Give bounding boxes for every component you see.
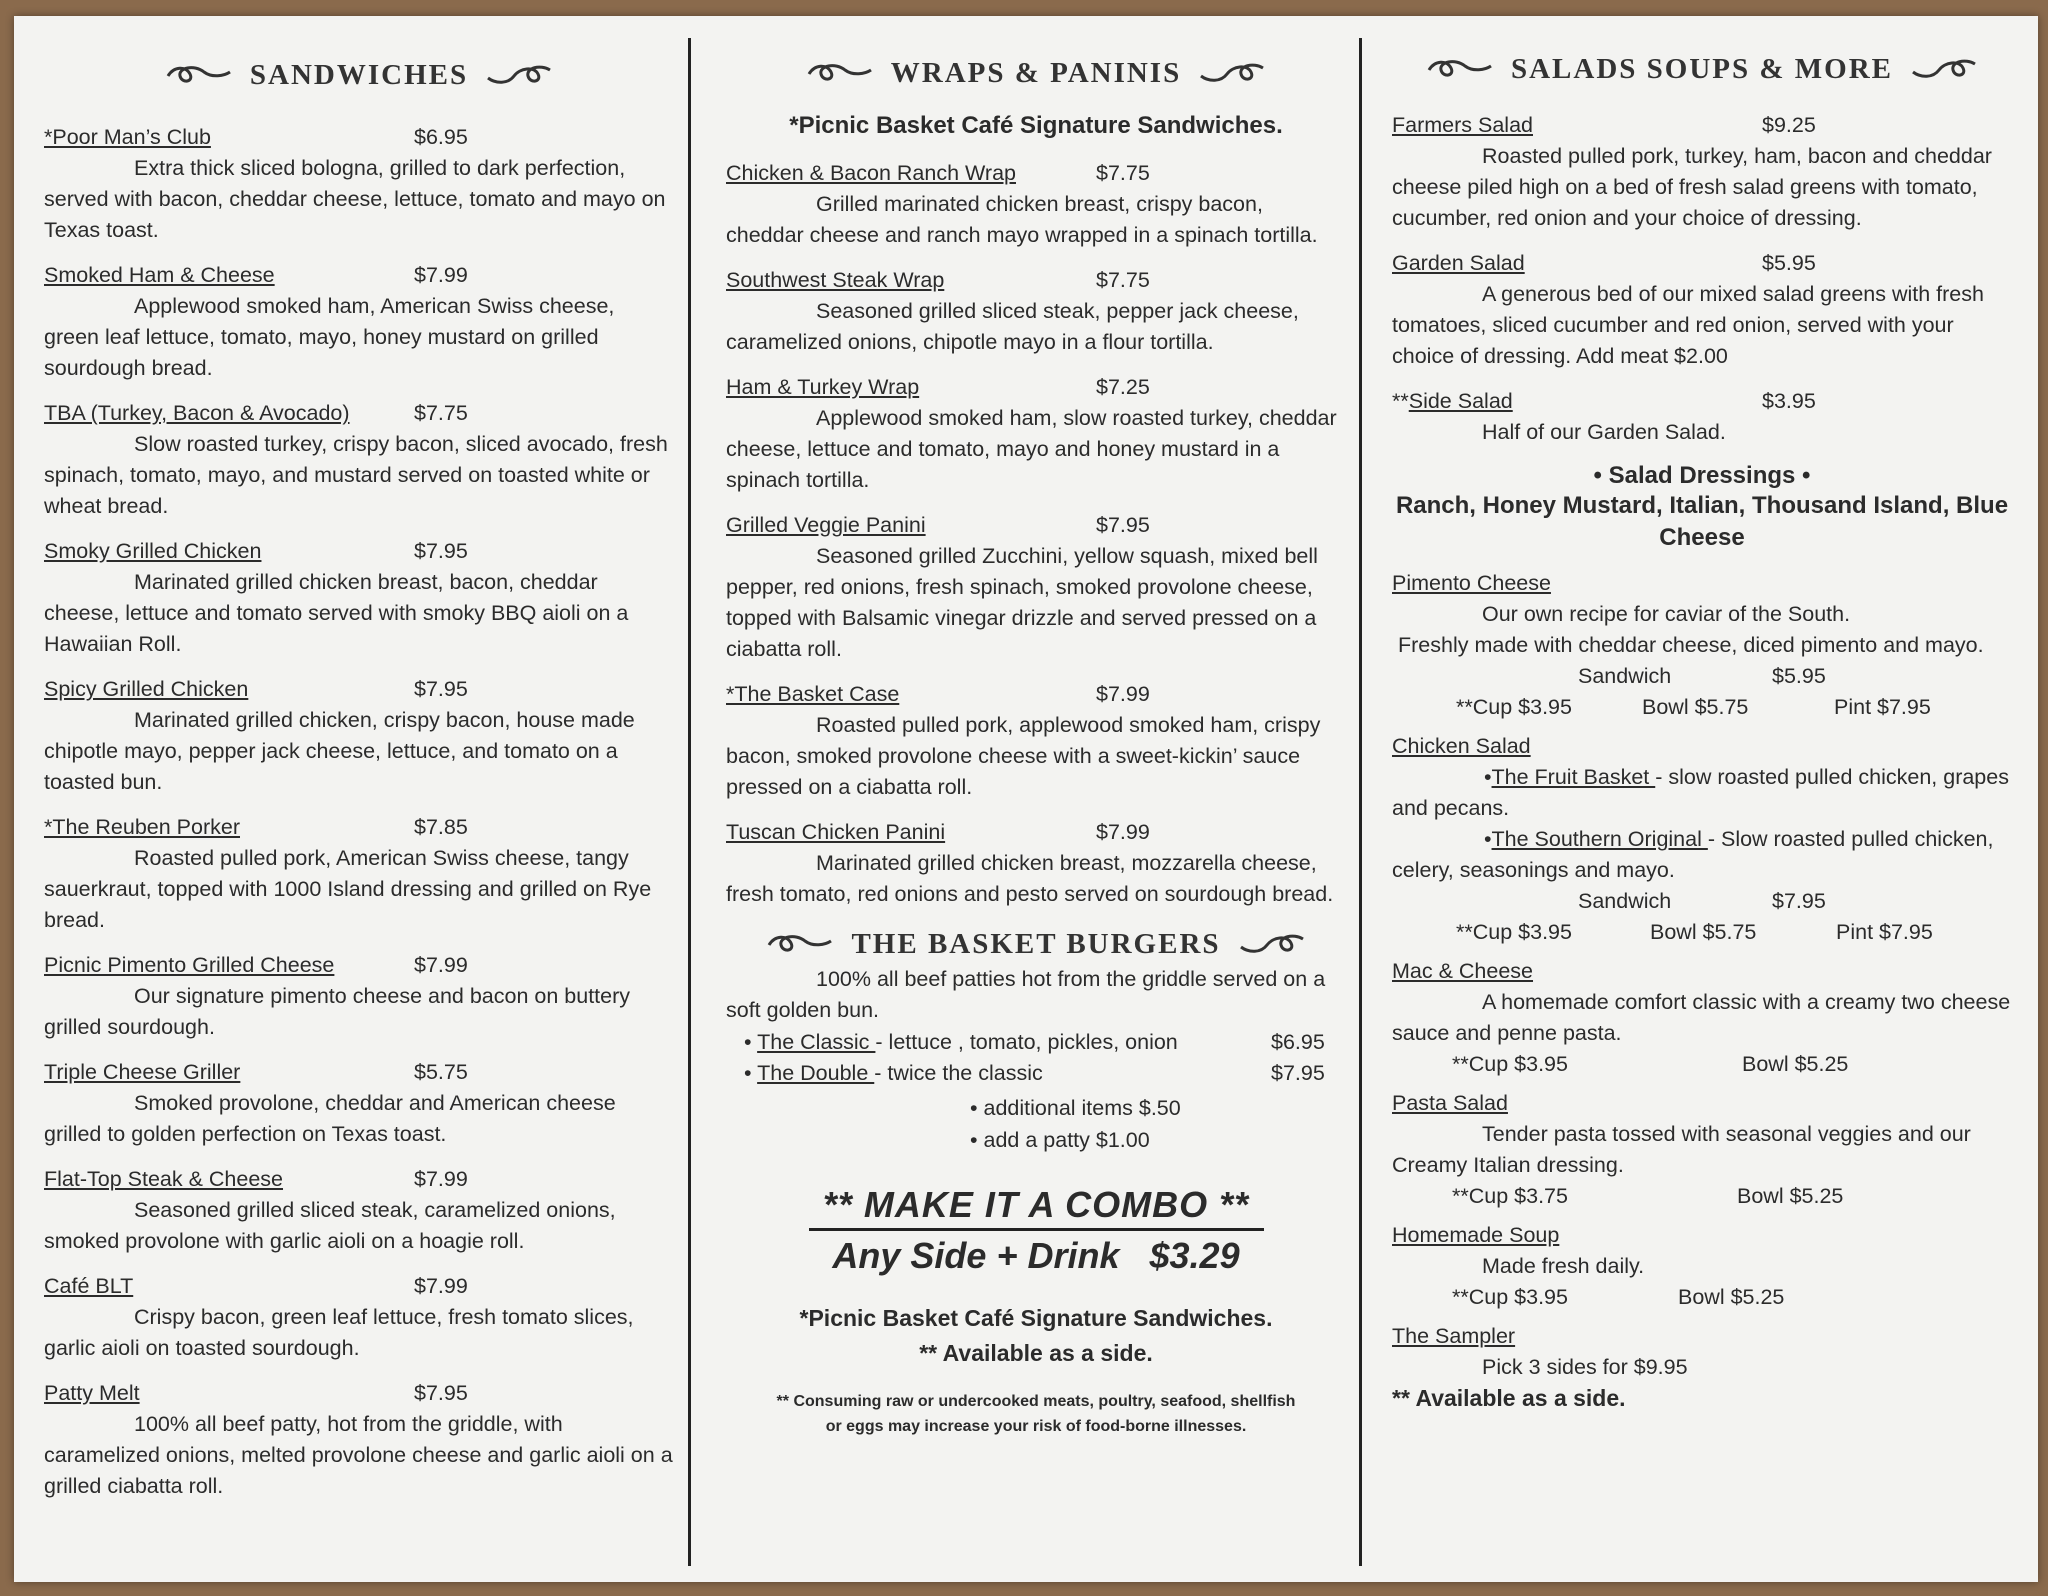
item-description: Slow roasted turkey, crispy bacon, sliced avocado, fresh spinach, tomato, mayo, and mustard served on toasted white or wheat bread. <box>44 432 668 518</box>
item-price: $7.99 <box>1096 682 1150 706</box>
item-price: $7.85 <box>414 815 468 839</box>
signature-note: *Picnic Basket Café Signature Sandwiches. <box>789 112 1283 139</box>
item-description: Our signature pimento cheese and bacon on buttery grilled sourdough. <box>44 984 631 1039</box>
item-price: $7.99 <box>414 953 468 977</box>
menu-item <box>44 1164 674 1257</box>
flourish-left-icon <box>164 62 234 88</box>
dressings-list: Ranch, Honey Mustard, Italian, Thousand Island, Blue Cheese <box>1395 492 2009 551</box>
item-name: Smoky Grilled Chicken <box>44 539 262 563</box>
burger-name: The Classic <box>757 1030 876 1054</box>
salads-heading <box>1392 44 2012 94</box>
item-name: Triple Cheese Griller <box>44 1060 241 1084</box>
side-footnote: ** Available as a side. <box>1392 1385 1626 1411</box>
pint-price: Pint $7.95 <box>1834 695 1931 719</box>
item-description: A generous bed of our mixed salad greens with fresh tomatoes, sliced cucumber and red onion, served with your choice of dressing. Add meat $2.00 <box>1392 282 1984 368</box>
item-price: $7.95 <box>414 1381 468 1405</box>
flourish-right-icon <box>1237 931 1307 957</box>
item-description: Roasted pulled pork, applewood smoked ham, crispy bacon, smoked provolone cheese with a sweet-kickin’ sauce pressed on a ciabatta roll. <box>726 713 1321 799</box>
menu-item-side-salad <box>1392 386 2012 448</box>
item-price: $7.95 <box>414 677 468 701</box>
item-description: Pick 3 sides for $9.95 <box>1482 1355 1688 1379</box>
item-name: Pimento Cheese <box>1392 571 1551 595</box>
combo-offer: Any Side + Drink $3.29 <box>832 1235 1240 1276</box>
item-name: Grilled Veggie Panini <box>726 513 926 537</box>
item-description: 100% all beef patty, hot from the griddle, with caramelized onions, melted provolone cheese and garlic aioli on a grilled ciabatta roll. <box>44 1412 673 1498</box>
menu-item <box>44 1271 674 1364</box>
item-name: *The Basket Case <box>726 682 900 706</box>
section-title: SALADS SOUPS & MORE <box>1510 52 1894 85</box>
burger-classic: • The Classic - lettuce , tomato, pickles, onion $6.95 <box>744 1030 1325 1054</box>
burgers-description: 100% all beef patties hot from the griddle served on a soft golden bun. <box>726 967 1326 1022</box>
flourish-left-icon <box>1425 56 1495 82</box>
item-price: $6.95 <box>414 125 468 149</box>
menu-item <box>726 817 1346 910</box>
item-description: Marinated grilled chicken breast, bacon, cheddar cheese, lettuce and tomato served with smoky BBQ aioli on a Hawaiian Roll. <box>44 570 629 656</box>
wraps-column <box>726 16 1346 1582</box>
item-name: Farmers Salad <box>1392 113 1533 137</box>
flourish-right-icon <box>1197 60 1267 86</box>
bowl-price: Bowl $5.25 <box>1678 1285 1785 1309</box>
item-price: $7.99 <box>1096 820 1150 844</box>
flourish-right-icon <box>484 62 554 88</box>
salads-column <box>1392 16 2012 1582</box>
item-description: Half of our Garden Salad. <box>1482 420 1726 444</box>
item-description: Seasoned grilled sliced steak, caramelized onions, smoked provolone with garlic aioli on a hoagie roll. <box>44 1198 616 1253</box>
menu-item-homemade-soup <box>1392 1220 2012 1313</box>
burger-extra: • add a patty $1.00 <box>970 1128 1150 1152</box>
menu-item <box>44 260 674 384</box>
section-title: SANDWICHES <box>249 58 469 91</box>
burger-desc: - twice the classic <box>874 1061 1043 1085</box>
menu-item <box>44 812 674 936</box>
menu-item-mac-cheese <box>1392 956 2012 1080</box>
item-description: Applewood smoked ham, slow roasted turkey, cheddar cheese, lettuce and tomato, mayo and honey mustard in a spinach tortilla. <box>726 406 1337 492</box>
menu-item <box>726 158 1346 251</box>
menu-board <box>14 16 2038 1582</box>
burger-double: • The Double - twice the classic $7.95 <box>744 1061 1325 1085</box>
item-description: Applewood smoked ham, American Swiss cheese, green leaf lettuce, tomato, mayo, honey mustard on grilled sourdough bread. <box>44 294 615 380</box>
item-description: Seasoned grilled sliced steak, pepper jack cheese, caramelized onions, chipotle mayo in a flour tortilla. <box>726 299 1299 354</box>
item-price: $7.75 <box>414 401 468 425</box>
column-divider <box>688 38 691 1566</box>
health-disclaimer: ** Consuming raw or undercooked meats, poultry, seafood, shellfish or eggs may increase your risk of food-borne illnesses. <box>776 1393 1296 1435</box>
item-description: Our own recipe for caviar of the South. <box>1482 602 1851 626</box>
item-name: Picnic Pimento Grilled Cheese <box>44 953 335 977</box>
cup-price: **Cup $3.95 <box>1456 695 1572 719</box>
item-price: $7.99 <box>414 1167 468 1191</box>
item-description: Marinated grilled chicken, crispy bacon, house made chipotle mayo, pepper jack cheese, lettuce, and tomato on a toasted bun. <box>44 708 635 794</box>
menu-item-farmers-salad <box>1392 110 2012 234</box>
burger-extra: • additional items $.50 <box>970 1096 1181 1120</box>
cup-price: **Cup $3.95 <box>1452 1052 1568 1076</box>
item-name: Mac & Cheese <box>1392 959 1534 983</box>
column-divider <box>1359 38 1362 1566</box>
section-title: WRAPS & PANINIS <box>890 56 1182 89</box>
item-price: $7.99 <box>414 1274 468 1298</box>
side-footnote: ** Available as a side. <box>919 1340 1153 1366</box>
item-description: Made fresh daily. <box>1482 1254 1645 1278</box>
cup-price: **Cup $3.95 <box>1456 920 1572 944</box>
menu-item <box>726 679 1346 803</box>
menu-item <box>726 510 1346 665</box>
item-description: Roasted pulled pork, American Swiss cheese, tangy sauerkraut, topped with 1000 Island dressing and grilled on Rye bread. <box>44 846 652 932</box>
item-price: $5.95 <box>1762 251 1816 275</box>
bowl-price: Bowl $5.75 <box>1642 695 1749 719</box>
item-description: A homemade comfort classic with a creamy two cheese sauce and penne pasta. <box>1392 990 2011 1045</box>
item-price: $9.25 <box>1762 113 1816 137</box>
side-marker: ** <box>1392 389 1409 413</box>
bowl-price: Bowl $5.25 <box>1742 1052 1849 1076</box>
item-description: Tender pasta tossed with seasonal veggies and our Creamy Italian dressing. <box>1392 1122 1971 1177</box>
item-description: Smoked provolone, cheddar and American cheese grilled to golden perfection on Texas toast. <box>44 1091 616 1146</box>
item-name: Flat-Top Steak & Cheese <box>44 1167 284 1191</box>
menu-item-pimento-cheese: Pimento Cheese Our own recipe for caviar of the South. Freshly made with cheddar cheese, diced pimento and mayo. Sandwich $5.95 **Cup $3.95 Bowl $5.75 Pint $7.95 <box>1392 568 2012 723</box>
menu-item <box>44 674 674 798</box>
item-description: Crispy bacon, green leaf lettuce, fresh tomato slices, garlic aioli on toasted sourdough. <box>44 1305 634 1360</box>
burger-name: The Double <box>757 1061 875 1085</box>
sandwich-list <box>44 122 674 1502</box>
burgers-heading <box>726 924 1346 964</box>
item-price: $5.75 <box>414 1060 468 1084</box>
item-name: The Sampler <box>1392 1324 1516 1348</box>
item-name: Chicken Salad <box>1392 734 1531 758</box>
cup-price: **Cup $3.95 <box>1452 1285 1568 1309</box>
burger-price: $7.95 <box>1271 1061 1325 1085</box>
item-name: Homemade Soup <box>1392 1223 1560 1247</box>
bowl-price: Bowl $5.75 <box>1650 920 1757 944</box>
item-name: TBA (Turkey, Bacon & Avocado) <box>44 401 350 425</box>
item-price: $7.99 <box>414 263 468 287</box>
menu-item-chicken-salad: Chicken Salad •The Fruit Basket - slow roasted pulled chicken, grapes and pecans. •The Southern Original - Slow roasted pulled chicken, celery, seasonings and mayo. Sandwich $7.95 **Cup $3.95 Bowl $5.75 Pint $7.95 <box>1392 731 2012 948</box>
item-description: Extra thick sliced bologna, grilled to dark perfection, served with bacon, cheddar cheese, lettuce, tomato and mayo on Texas toast. <box>44 156 666 242</box>
sandwiches-column <box>44 16 674 1582</box>
item-name: Café BLT <box>44 1274 134 1298</box>
item-name: *The Reuben Porker <box>44 815 240 839</box>
item-name: Chicken & Bacon Ranch Wrap <box>726 161 1016 185</box>
flourish-left-icon <box>765 931 835 957</box>
item-price: $7.95 <box>414 539 468 563</box>
item-name: Spicy Grilled Chicken <box>44 677 249 701</box>
item-price: $7.75 <box>1096 161 1150 185</box>
section-title: THE BASKET BURGERS <box>851 927 1221 960</box>
item-price: $7.95 <box>1096 513 1150 537</box>
item-name: *Poor Man’s Club <box>44 125 211 149</box>
menu-item <box>44 536 674 660</box>
menu-item-sampler <box>1392 1321 2012 1383</box>
combo-title: ** MAKE IT A COMBO ** <box>822 1184 1250 1225</box>
flourish-left-icon <box>805 60 875 86</box>
item-name: Smoked Ham & Cheese <box>44 263 275 287</box>
menu-item-pasta-salad <box>1392 1088 2012 1212</box>
item-name: Side Salad <box>1408 389 1513 413</box>
item-name: Ham & Turkey Wrap <box>726 375 920 399</box>
item-description: Roasted pulled pork, turkey, ham, bacon and cheddar cheese piled high on a bed of fresh salad greens with tomato, cucumber, red onion and your choice of dressing. <box>1392 144 1992 230</box>
burger-desc: - lettuce , tomato, pickles, onion <box>875 1030 1178 1054</box>
cup-price: **Cup $3.75 <box>1452 1184 1568 1208</box>
menu-item <box>44 1057 674 1150</box>
burger-price: $6.95 <box>1271 1030 1325 1054</box>
item-description: Marinated grilled chicken breast, mozzarella cheese, fresh tomato, red onions and pesto served on sourdough bread. <box>726 851 1334 906</box>
wrap-list <box>726 158 1346 910</box>
menu-item <box>726 372 1346 496</box>
item-price: $3.95 <box>1762 389 1816 413</box>
item-name: Tuscan Chicken Panini <box>726 820 946 844</box>
item-name: Southwest Steak Wrap <box>726 268 945 292</box>
signature-footnote: *Picnic Basket Café Signature Sandwiches. <box>799 1305 1273 1331</box>
menu-item <box>726 265 1346 358</box>
menu-item <box>44 122 674 246</box>
flourish-right-icon <box>1909 56 1979 82</box>
item-description: Freshly made with cheddar cheese, diced pimento and mayo. <box>1398 633 1984 657</box>
wraps-heading <box>726 48 1346 98</box>
item-description: Grilled marinated chicken breast, crispy bacon, cheddar cheese and ranch mayo wrapped in a spinach tortilla. <box>726 192 1318 247</box>
sandwiches-heading <box>44 50 674 100</box>
item-price: $7.75 <box>1096 268 1150 292</box>
item-price: $7.25 <box>1096 375 1150 399</box>
item-name: Patty Melt <box>44 1381 140 1405</box>
item-name: Pasta Salad <box>1392 1091 1508 1115</box>
menu-item <box>44 1378 674 1502</box>
menu-item <box>44 398 674 522</box>
item-name: Garden Salad <box>1392 251 1525 275</box>
menu-item-garden-salad <box>1392 248 2012 372</box>
bowl-price: Bowl $5.25 <box>1737 1184 1844 1208</box>
combo-underline <box>809 1228 1264 1231</box>
pint-price: Pint $7.95 <box>1836 920 1933 944</box>
item-description: Seasoned grilled Zucchini, yellow squash, mixed bell pepper, red onions, fresh spinach, smoked provolone cheese, topped with Balsamic vinegar drizzle and served pressed on a ciabatta roll. <box>726 544 1318 661</box>
dressings-title: • Salad Dressings • <box>1593 462 1811 489</box>
menu-item <box>44 950 674 1043</box>
